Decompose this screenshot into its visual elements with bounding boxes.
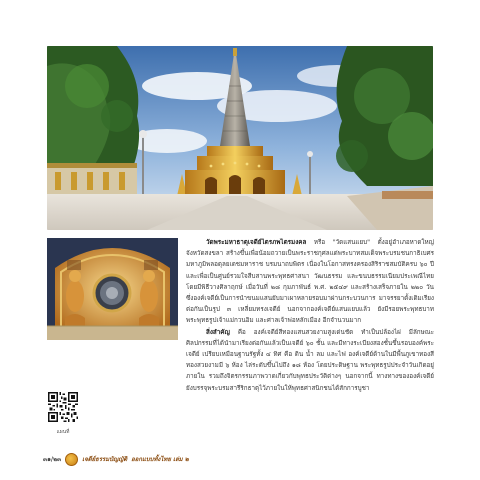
- qr-label: แผนที่: [56, 429, 70, 435]
- highlights-heading: สิ่งสำคัญ: [206, 328, 230, 336]
- hero-photo: [47, 46, 433, 230]
- interior-photo: [47, 238, 178, 340]
- paragraph-history: [186, 237, 434, 327]
- map-qr-code[interactable]: [48, 392, 78, 422]
- paragraph-highlights-text: คือ องค์เจดีย์สีทองแสนสวยงามสูงเด่นชัด ทำเป็นปล้องไผ่ มีลักษณะศิลปกรรมที่ได้นำมาเรียงต่อกันแล้วเป็นเจดีย์ ๖๐ ชั้น และมีทางระเบียงสองชั้นขึ้นรอบองค์พระเจดีย์ เปรียบเหมือนฐานรัฐทั้ง ๔ ทิศ คือ ดิน น้ำ ลม และไฟ องค์เจดีย์ด้านในมีพื้นภูเขาทองสีทองสวยงามมี ๖ ห้อง ไล่ระดับขึ้นไปถึง ๑๘ ห้อง โดยประดิษฐาน พระพุทธรูปประจำวันเกิดอยู่ภายใน รวมถึงจิตรกรรมภาพวาดเกี่ยวกับพุทธประวัติต่างๆ นอกจากนี้ ทางทางขององค์เจดีย์ยังบรรจุพระบรมสารีริกธาตุไว้ภายในให้พุทธศาสนิกชนได้สักการบูชา: [186, 328, 434, 392]
- paragraph-history-text: หรือ "วัดแสนแยบ" ตั้งอยู่อำเภอหาดใหญ่ จังหวัดสงขลา สร้างขึ้นเพื่อน้อมถวายเป็นพระราชกุศลแด่พระบาทสมเด็จพระบรมชนกาธิเบศร มหาภูมิพลอดุลยเดชมหาราช บรมนาถบพิตร เนื่องในโอกาสทรงครองสิริราชสมบัติครบ ๖๐ ปี และเพื่อเป็นศูนย์รวมใจสืบสานพระพุทธศาสนา วัฒนธรรม และขนบธรรมเนียมประเพณีไทย โดยมีพิธีวางศิลาฤกษ์ เมื่อวันที่ ๒๘ กุมภาพันธ์ พ.ศ. ๒๕๔๙ และสร้างเสร็จภายใน ๒๒๐ วัน ซึ่งองค์เจดีย์เป็นการนำขนมแสนยับมาเผาหลายรอบมาผ่านกระบวนการ มาจรรยาดั้งเดิมเรียงต่อกันเป็นรูป ๓ เหลี่ยมทรงเจดีย์ นอกจากองค์เจดีย์แสนแยบแล้ว ยังมีรอยพระพุทธบาท พระพุทธรูปเจ้าแม่กวนอิม และศาลเจ้าพ่อหลักเมือง อีกจำนวนมาก: [186, 239, 434, 325]
- page-footer: [43, 452, 189, 466]
- book-title: เจดีย์ธรรมบัญญัติ: [82, 456, 128, 463]
- temple-name: วัดพระมหาธาตุเจดีย์ไตรภพไตรมงคล: [206, 239, 307, 246]
- book-subtitle: ออกแบบทั้งไทย เล่ม ๒: [131, 456, 189, 463]
- page-number: ๓๑/๒๓: [43, 456, 62, 463]
- publisher-logo-icon: [65, 453, 78, 466]
- article-body: [186, 237, 434, 394]
- paragraph-highlights: [186, 327, 434, 394]
